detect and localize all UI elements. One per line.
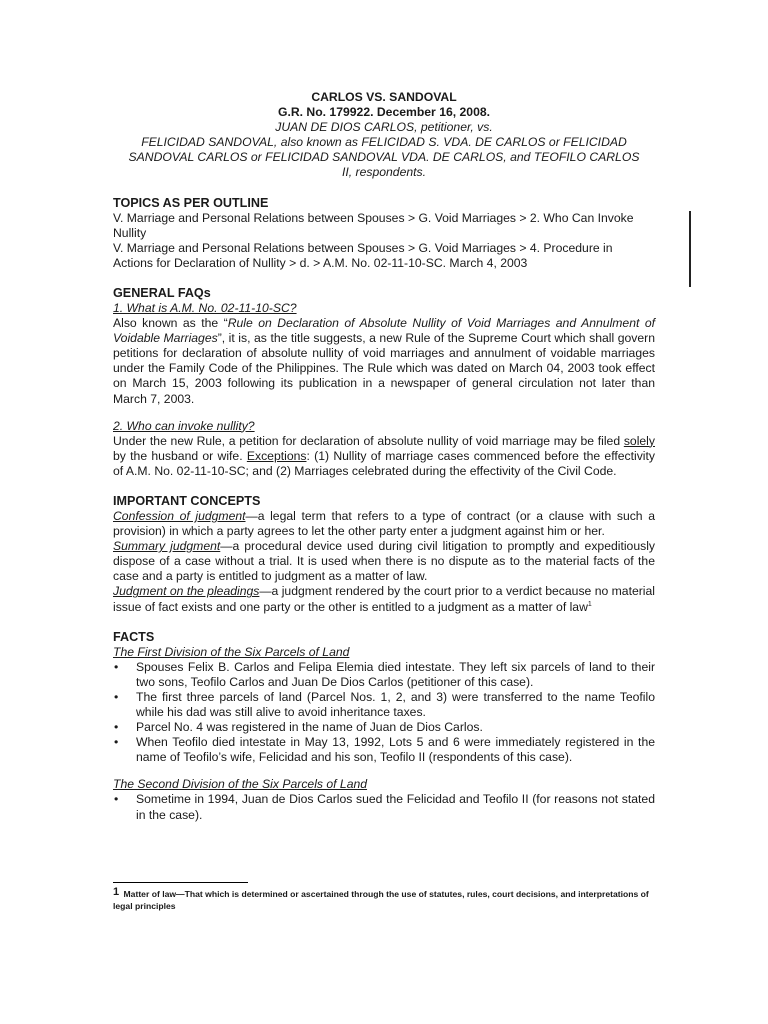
list-item — [113, 792, 655, 822]
concept-item — [113, 584, 655, 614]
faqs-heading: GENERAL FAQs — [113, 285, 211, 300]
respondents-line-1: FELICIDAD SANDOVAL, also known as FELICIDAD S. VDA. DE CARLOS or FELICIDAD — [141, 135, 627, 150]
concept-definition: —a procedural device used during civil litigation to promptly and expeditiously dispose of a case without a trial. It is used when there is no dispute as to the material facts of the case and a party is entitled to judgment as a matter of law. — [113, 539, 655, 584]
footnote-reference[interactable]: 1 — [587, 600, 592, 608]
respondents-line-2: SANDOVAL CARLOS or FELICIDAD SANDOVAL VDA. DE CARLOS, and TEOFILO CARLOS — [128, 150, 640, 165]
footnote — [113, 886, 658, 912]
faq-question-1: 1. What is A.M. No. 02-11-10-SC? — [113, 300, 297, 315]
concept-term: Summary judgment — [113, 539, 221, 554]
list-item — [113, 660, 655, 690]
petitioner-name: JUAN DE DIOS CARLOS — [275, 120, 415, 135]
concept-definition: —a legal term that refers to a type of contract (or a clause with such a provision) in which a party agrees to let the other party enter a judgment against him or her. — [113, 508, 655, 539]
list-item — [113, 720, 655, 735]
footnote-separator — [113, 882, 248, 883]
faq-answer-2-pre: Under the new Rule, a petition for declaration of absolute nullity of void marriage may be filed — [113, 433, 624, 448]
emphasis-solely: solely — [623, 433, 655, 448]
facts-section-2-list — [113, 792, 655, 822]
faq-answer-2-mid: by the husband or wife. — [113, 448, 247, 463]
bullet-icon: • — [114, 689, 119, 704]
faq-answer-2 — [113, 434, 655, 479]
faq-answer-1 — [113, 316, 655, 407]
case-parties — [113, 120, 655, 180]
list-item-text: The first three parcels of land (Parcel Nos. 1, 2, and 3) were transferred to the name Teofilo while his dad was still alive to avoid inheritance taxes. — [136, 689, 655, 719]
margin-vertical-bar — [689, 211, 691, 287]
topic-item: V. Marriage and Personal Relations between Spouses > G. Void Marriages > 2. Who Can Invoke Nullity — [113, 210, 634, 240]
list-item — [113, 690, 655, 720]
facts-heading: FACTS — [113, 629, 155, 644]
topics-heading: TOPICS AS PER OUTLINE — [113, 195, 269, 210]
petitioner-suffix: , petitioner, vs. — [414, 120, 493, 135]
bullet-icon: • — [114, 659, 119, 674]
case-gr-number: G.R. No. 179922. December 16, 2008. — [277, 105, 491, 120]
concept-item — [113, 509, 655, 539]
emphasis-exceptions: Exceptions — [246, 448, 307, 463]
bullet-icon: • — [114, 792, 119, 807]
document-page — [113, 90, 655, 823]
footnote-number: 1 — [113, 886, 120, 898]
facts-section-1-list — [113, 660, 655, 766]
faq-question-2: 2. Who can invoke nullity? — [113, 418, 255, 433]
list-item-text: Sometime in 1994, Juan de Dios Carlos sued the Felicidad and Teofilo II (for reasons not stated in the case). — [136, 792, 655, 822]
bullet-icon: • — [114, 720, 119, 735]
rule-title: Rule on Declaration of Absolute Nullity of Void Marriages and Annulment of Voidable Marriages — [113, 316, 656, 346]
facts-section-1-title: The First Division of the Six Parcels of Land — [113, 644, 350, 659]
case-header — [113, 90, 655, 181]
concept-item — [113, 539, 655, 584]
footnote-text: Matter of law—That which is determined or ascertained through the use of statutes, rules, court decisions, and interpretations of legal principles — [113, 889, 649, 911]
faq-answer-1-pre: Also known as the “ — [113, 316, 228, 331]
bullet-icon: • — [114, 735, 119, 750]
concepts-heading: IMPORTANT CONCEPTS — [113, 493, 261, 508]
case-title: CARLOS VS. SANDOVAL — [311, 90, 457, 104]
list-item — [113, 735, 655, 765]
list-item-text: Spouses Felix B. Carlos and Felipa Elemia died intestate. They left six parcels of land to their two sons, Teofilo Carlos and Juan De Dios Carlos (petitioner of this case). — [136, 659, 655, 689]
topic-item: V. Marriage and Personal Relations between Spouses > G. Void Marriages > 4. Procedure in Actions for Declaration of Nullity > d. > A.M. No. 02-11-10-SC. March 4, 2003 — [113, 240, 613, 270]
concept-term: Confession of judgment — [113, 508, 246, 523]
respondents-line-3: II, respondents. — [341, 165, 426, 180]
concept-term: Judgment on the pleadings — [113, 584, 260, 599]
faq-answer-1-post: ”, it is, as the title suggests, a new Rule of the Supreme Court which shall govern petitions for declaration of absolute nullity of void marriages and annulment of voidable marriages under the Family Code of the Philippines. The Rule which was dated on March 04, 2003 took effect on March 15, 2003 following its publication in a newspaper of general circulation not later than March 7, 2003. — [113, 331, 655, 406]
facts-section-2-title: The Second Division of the Six Parcels of Land — [113, 777, 368, 792]
list-item-text: When Teofilo died intestate in May 13, 1992, Lots 5 and 6 were immediately registered in the name of Teofilo’s wife, Felicidad and his son, Teofilo II (respondents of this case). — [136, 735, 655, 765]
faq-answer-2-post: : (1) Nullity of marriage cases commenced before the effectivity of A.M. No. 02-11-10-SC; and (2) Marriages celebrated during the effectivity of the Civil Code. — [113, 448, 655, 478]
list-item-text: Parcel No. 4 was registered in the name of Juan de Dios Carlos. — [136, 720, 483, 735]
concept-definition: —a judgment rendered by the court prior to a verdict because no material issue of fact exists and one party or the other is entitled to a judgment as a matter of law — [113, 584, 655, 614]
